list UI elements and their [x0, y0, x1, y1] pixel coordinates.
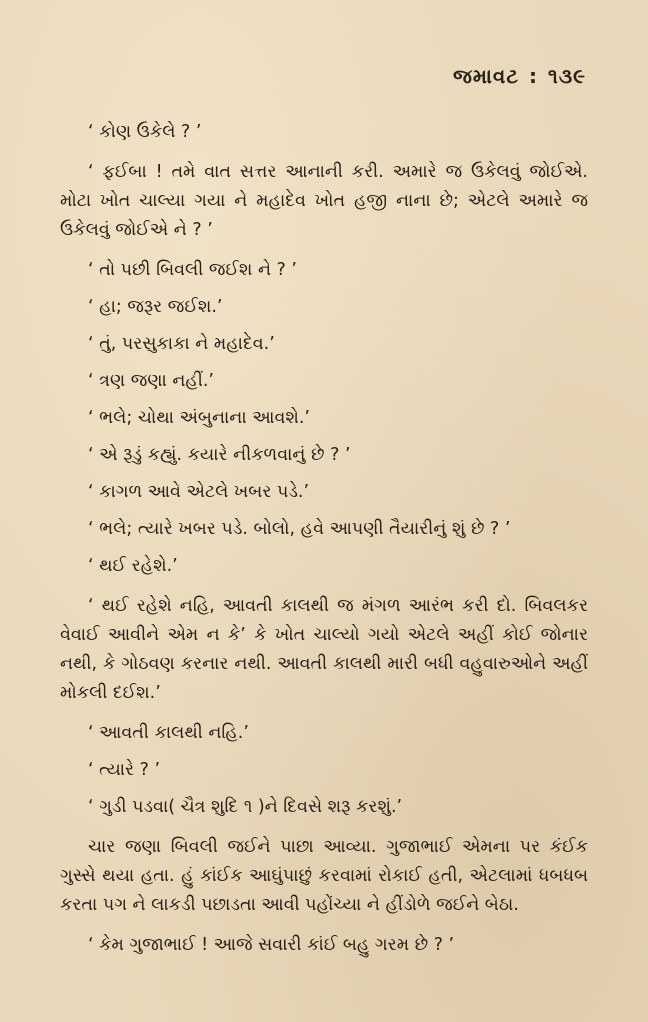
running-header: [453, 64, 586, 88]
paragraph: ‘ હા; જરૂર જઈશ.’: [88, 297, 223, 317]
page-number: ૧૩૯: [548, 64, 586, 88]
paragraph: ‘ ગુડી પડવા( ચૈત્ર શુદિ ૧ )ને દિવસે શરૂ કરશું.’: [88, 797, 403, 817]
paragraph: ‘ કાગળ આવે એટલે ખબર પડે.’: [88, 482, 310, 502]
paragraph: ‘ ભલે; ત્યારે ખબર પડે. બોલો, હવે આપણી તૈયારીનું શું છે ? ’: [88, 519, 511, 539]
paragraph: ‘ ત્યારે ? ’: [88, 760, 161, 780]
paragraph: ‘ થઈ રહેશે નહિ, આવતી કાલથી જ મંગળ આરંભ કરી દો. બિવલકર વેવાઈ આવીને એમ ન કે’ કે ખોત ચાલ્યો ગયો એટલે અહીં કોઈ જોનાર નથી, કે ગોઠવણ કરનાર નથી. આવતી કાલથી મારી બધી વહુવારુઓને અહીં મોકલી દઈશ.’: [60, 596, 588, 703]
paragraph: ‘ કોણ ઉકેલે ? ’: [88, 122, 202, 142]
paragraph: ‘ ભલે; ચોથા અંબુનાના આવશે.’: [88, 408, 310, 428]
paragraph: ‘ થઈ રહેશે.’: [88, 556, 178, 576]
paragraph: ચાર જણા બિવલી જઈને પાછા આવ્યા. ગુજાભાઈ એમના પર કંઈક ગુસ્સે થયા હતા. હું કાંઈક આઘુંપાછું કરવામાં રોકાઈ હતી, એટલામાં ધબધબ કરતા પગ ને લાકડી પછાડતા આવી પહોંચ્યા ને હીંડોળે જઈને બેઠા.: [60, 837, 588, 915]
paragraph: ‘ તું, પરસુકાકા ને મહાદેવ.’: [88, 334, 275, 354]
paragraph: ‘ એ રૂડું કહ્યું. કયારે નીકળવાનું છે ? ’: [88, 445, 351, 465]
paragraph: ‘ કેમ ગુજાભાઈ ! આજે સવારી કાંઈ બહુ ગરમ છે ? ’: [88, 935, 455, 955]
paragraph: ‘ તો પછી બિવલી જઈશ ને ? ’: [88, 260, 297, 280]
page-body: [60, 118, 588, 971]
header-separator: :: [529, 64, 539, 88]
paragraph: ‘ આવતી કાલથી નહિ.’: [88, 723, 249, 743]
paragraph: ‘ ફઈબા ! તમે વાત સત્તર આનાની કરી. અમારે જ ઉકેલવું જોઈએ. મોટા ખોત ચાલ્યા ગયા ને મહાદેવ ખોત હજી નાના છે; એટલે અમારે જ ઉકેલવું જોઈએ ને ? ’: [60, 162, 588, 240]
chapter-title: જમાવટ: [452, 64, 520, 88]
paragraph: ‘ ત્રણ જણા નહીં.’: [88, 371, 214, 391]
